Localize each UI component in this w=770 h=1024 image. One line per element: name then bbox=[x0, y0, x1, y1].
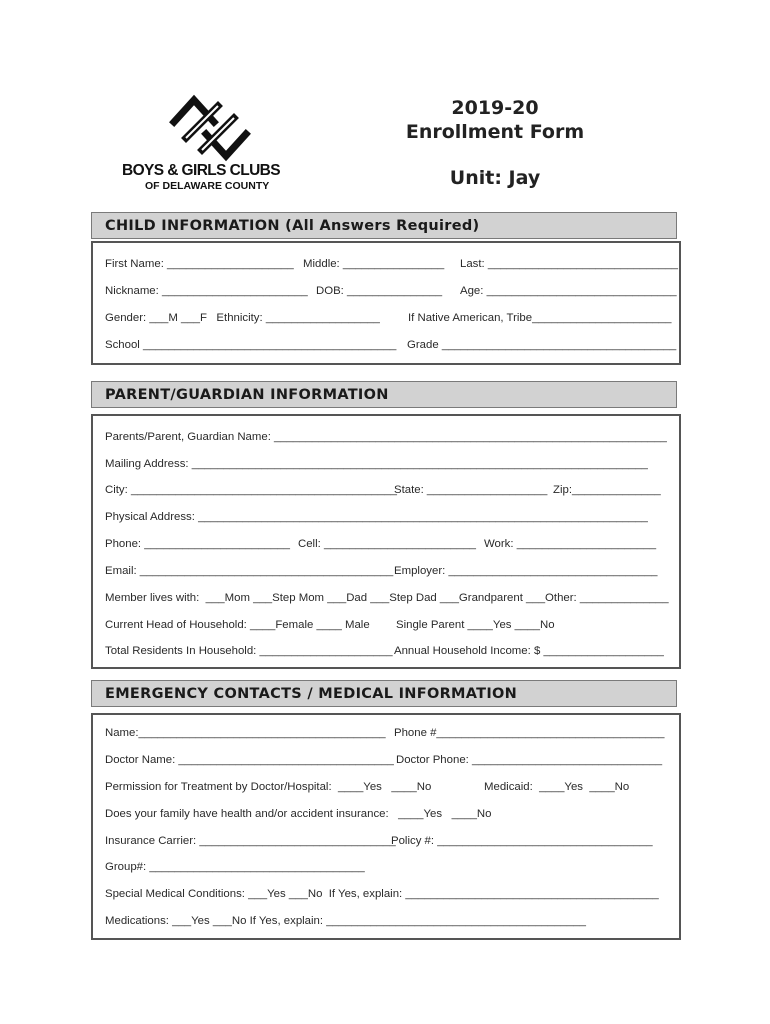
medicaid-field[interactable]: Medicaid: ____Yes ____No bbox=[484, 781, 630, 793]
grade-field[interactable]: Grade _____________________________________ bbox=[407, 339, 677, 351]
medications-field[interactable]: Medications: ___Yes ___No If Yes, explain: _________________________________________ bbox=[105, 915, 586, 927]
doctor-phone-field[interactable]: Doctor Phone: ______________________________ bbox=[396, 754, 663, 766]
cell-field[interactable]: Cell: ________________________ bbox=[298, 538, 476, 550]
age-field[interactable]: Age: ______________________________ bbox=[460, 285, 677, 297]
insurance-field[interactable]: Does your family have health and/or accident insurance: ____Yes ____No bbox=[105, 808, 492, 820]
work-field[interactable]: Work: ______________________ bbox=[484, 538, 657, 550]
school-field[interactable]: School ________________________________________ bbox=[105, 339, 397, 351]
email-field[interactable]: Email: ________________________________________ bbox=[105, 565, 394, 577]
emergency-info-header: EMERGENCY CONTACTS / MEDICAL INFORMATION bbox=[91, 680, 677, 707]
parent-info-header: PARENT/GUARDIAN INFORMATION bbox=[91, 381, 677, 408]
city-field[interactable]: City: __________________________________________ bbox=[105, 484, 398, 496]
tribe-field[interactable]: If Native American, Tribe______________________ bbox=[408, 312, 672, 324]
member-lives-with-field[interactable]: Member lives with: ___Mom ___Step Mom ___Dad ___Step Dad ___Grandparent ___Other: ______________ bbox=[105, 592, 669, 604]
household-income-field[interactable]: Annual Household Income: $ ___________________ bbox=[394, 645, 664, 657]
group-number-field[interactable]: Group#: __________________________________ bbox=[105, 861, 365, 873]
emergency-phone-field[interactable]: Phone #____________________________________ bbox=[394, 727, 665, 739]
gender-ethnicity-field[interactable]: Gender: ___M ___F Ethnicity: __________________ bbox=[105, 312, 380, 324]
zip-field[interactable]: Zip:______________ bbox=[553, 484, 661, 496]
total-residents-field[interactable]: Total Residents In Household: _____________________ bbox=[105, 645, 393, 657]
doctor-name-field[interactable]: Doctor Name: __________________________________ bbox=[105, 754, 394, 766]
last-name-field[interactable]: Last: ______________________________ bbox=[460, 258, 678, 270]
logo-text-line2: OF DELAWARE COUNTY bbox=[145, 180, 270, 192]
emergency-name-field[interactable]: Name:_______________________________________ bbox=[105, 727, 386, 739]
form-title-block bbox=[390, 96, 600, 190]
boys-girls-clubs-logo bbox=[118, 92, 303, 192]
emergency-info-box bbox=[91, 713, 681, 940]
child-info-header: CHILD INFORMATION (All Answers Required) bbox=[91, 212, 677, 239]
mailing-address-field[interactable]: Mailing Address: ________________________________________________________________________ bbox=[105, 458, 648, 470]
single-parent-field[interactable]: Single Parent ____Yes ____No bbox=[396, 619, 555, 631]
head-of-household-field[interactable]: Current Head of Household: ____Female ____ Male bbox=[105, 619, 370, 631]
medical-conditions-field[interactable]: Special Medical Conditions: ___Yes ___No If Yes, explain: ________________________________________ bbox=[105, 888, 659, 900]
insurance-carrier-field[interactable]: Insurance Carrier: _______________________________ bbox=[105, 835, 396, 847]
nickname-field[interactable]: Nickname: _______________________ bbox=[105, 285, 308, 297]
middle-name-field[interactable]: Middle: ________________ bbox=[303, 258, 445, 270]
handshake-logo-icon bbox=[160, 92, 260, 164]
employer-field[interactable]: Employer: _________________________________ bbox=[394, 565, 658, 577]
state-field[interactable]: State: ___________________ bbox=[394, 484, 548, 496]
form-year: 2019-20 bbox=[451, 97, 539, 119]
first-name-field[interactable]: First Name: ____________________ bbox=[105, 258, 294, 270]
logo-text-line1: BOYS & GIRLS CLUBS bbox=[122, 162, 280, 179]
policy-number-field[interactable]: Policy #: __________________________________ bbox=[391, 835, 653, 847]
form-title: Enrollment Form bbox=[405, 121, 585, 143]
dob-field[interactable]: DOB: _______________ bbox=[316, 285, 443, 297]
phone-field[interactable]: Phone: _______________________ bbox=[105, 538, 290, 550]
physical-address-field[interactable]: Physical Address: _______________________________________________________________________ bbox=[105, 511, 648, 523]
guardian-name-field[interactable]: Parents/Parent, Guardian Name: ______________________________________________________________ bbox=[105, 431, 667, 443]
form-unit: Unit: Jay bbox=[449, 167, 541, 189]
treatment-permission-field[interactable]: Permission for Treatment by Doctor/Hospital: ____Yes ____No bbox=[105, 781, 432, 793]
